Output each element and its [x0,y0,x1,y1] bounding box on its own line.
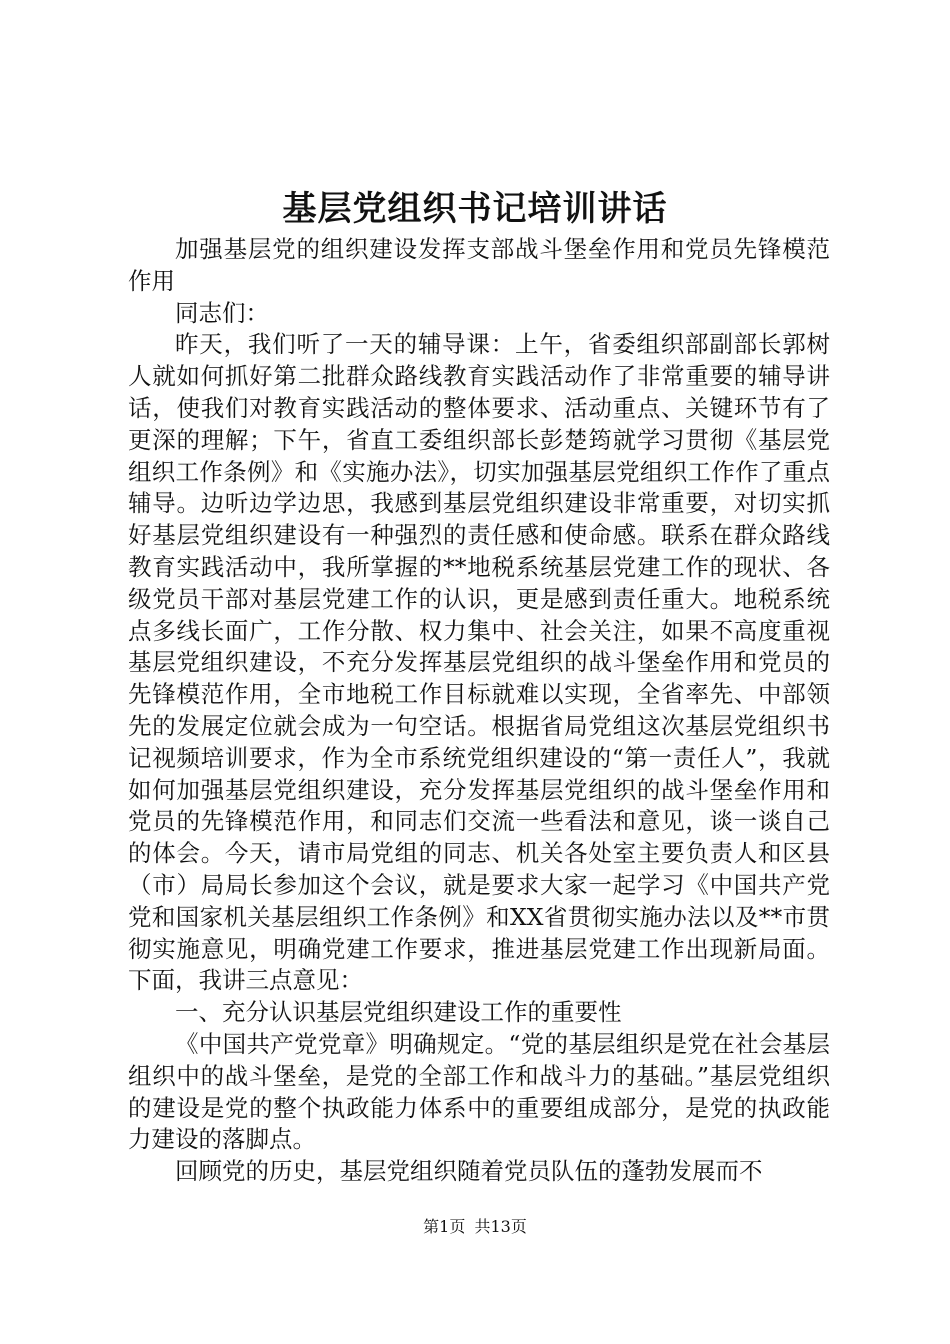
paragraph-salutation: 同志们： [175,298,269,327]
page-number: 第1页 [423,1217,466,1236]
paragraph-party-constitution: 《中国共产党党章》明确规定。“党的基层组织是党在社会基层组织中的战斗堡垒，是党的全部工作和战斗力的基础。”基层党组织的建设是党的整个执政能力体系中的重要组成部分，是党的执政能力建设的落脚点。 [128,1029,830,1154]
document-title: 基层党组织书记培训讲话 [282,189,668,229]
section-heading-1: 一、充分认识基层党组织建设工作的重要性 [175,998,622,1027]
paragraph-history: 回顾党的历史，基层党组织随着党员队伍的蓬勃发展而不 [175,1157,763,1186]
page-total: 共13页 [474,1217,527,1236]
document-body [128,234,830,1188]
paragraph-intro: 昨天，我们听了一天的辅导课：上午，省委组织部副部长郭树人就如何抓好第二批群众路线教育实践活动作了非常重要的辅导讲话，使我们对教育实践活动的整体要求、活动重点、关键环节有了更深的理解；下午，省直工委组织部长彭楚筠就学习贯彻《基层党组织工作条例》和《实施办法》，切实加强基层党组织工作作了重点辅导。边听边学边思，我感到基层党组织建设非常重要，对切实抓好基层党组织建设有一种强烈的责任感和使命感。联系在群众路线教育实践活动中，我所掌握的**地税系统基层党建工作的现状、各级党员干部对基层党建工作的认识，更是感到责任重大。地税系统点多线长面广，工作分散、权力集中、社会关注，如果不高度重视基层党组织建设，不充分发挥基层党组织的战斗堡垒作用和党员的先锋模范作用，全市地税工作目标就难以实现，全省率先、中部领先的发展定位就会成为一句空话。根据省局党组这次基层党组织书记视频培训要求，作为全市系统党组织建设的“第一责任人”，我就如何加强基层党组织建设，充分发挥基层党组织的战斗堡垒作用和党员的先锋模范作用，和同志们交流一些看法和意见，谈一谈自己的体会。今天，请市局党组的同志、机关各处室主要负责人和区县（市）局局长参加这个会议，就是要求大家一起学习《中国共产党党和国家机关基层组织工作条例》和XX省贯彻实施办法以及**市贯彻实施意见，明确党建工作要求，推进基层党建工作出现新局面。下面，我讲三点意见： [128,330,830,995]
paragraph-subtitle: 加强基层党的组织建设发挥支部战斗堡垒作用和党员先锋模范作用 [128,235,830,295]
page-footer [0,1216,950,1238]
